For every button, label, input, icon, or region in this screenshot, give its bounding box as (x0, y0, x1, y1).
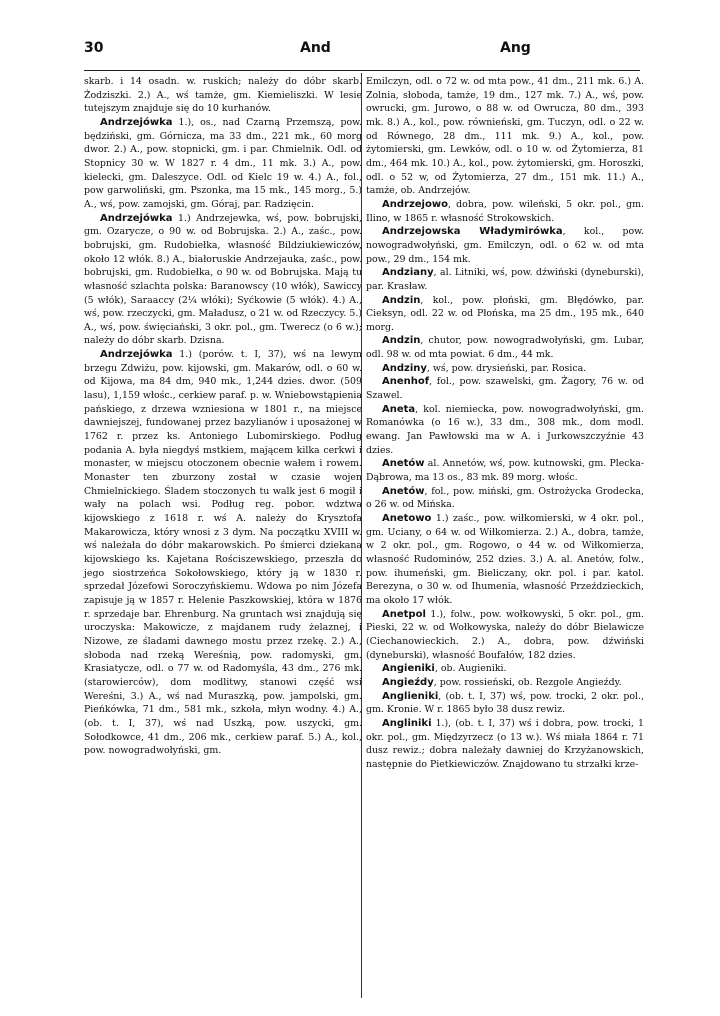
gazetteer-entry (84, 116, 362, 212)
gazetteer-entry (366, 690, 644, 717)
entry-headword: Andzin (382, 335, 421, 347)
gazetteer-entry (366, 266, 644, 293)
right-catchword: Ang (500, 40, 531, 56)
entry-headword: Andziany (382, 267, 434, 279)
entry-headword: Andziny (382, 362, 427, 374)
entry-headword: Anetpol (382, 608, 426, 620)
entry-headword: Anetów (382, 485, 425, 497)
entry-text: , pow. rossieński, ob. Rezgole Angieźdy. (433, 676, 622, 688)
entry-headword: Anglieniki (382, 690, 439, 702)
gazetteer-entry (366, 294, 644, 335)
entry-text: , (ob. t. I, 37) wś, pow. trocki, 2 okr. pol., gm. Kronie. W r. 1865 było 38 dusz rewiz. (366, 690, 644, 716)
entry-text: , kol., pow. nowogradwołyński, gm. Emilczyn, odl. o 62 w. od mta pow., 29 dm., 154 mk. (366, 226, 645, 265)
page-header (84, 40, 640, 60)
entry-headword: Angieniki (382, 663, 435, 675)
entry-text: 1.), (ob. t. I, 37) wś i dobra, pow. trocki, 1 okr. pol., gm. Międzyrzecz (o 13 w.). Wś miała 1864 r. 71 dusz rewiz.; dobra należały dawniej do Krzyżanowskich, następnie do Pietkiewiczów. Znajdowano tu strzałki krze- (366, 717, 644, 770)
entry-headword: Andrzejówka (100, 212, 173, 224)
entry-text: , kol. niemiecka, pow. nowogradwołyński, gm. Romanówka (o 16 w.), 33 dm., 308 mk., dom modl. ewang. Jan Pawłowski ma w A. i Jurkowszczyźnie 43 dzies. (366, 403, 644, 456)
entry-text: , dobra, pow. wileński, 5 okr. pol., gm. Ilino, w 1865 r. własność Strokowskich. (366, 198, 644, 224)
entry-text: , ob. Augieniki. (434, 663, 507, 675)
gazetteer-entry (366, 334, 644, 361)
entry-headword: Andzin (382, 294, 421, 306)
entry-text: , chutor, pow. nowogradwołyński, gm. Lubar, odl. 98 w. od mta powiat. 6 dm., 44 mk. (366, 335, 644, 361)
gazetteer-entry (366, 375, 644, 402)
entry-headword: Andrzejowska Władymirówka (382, 226, 563, 238)
entry-headword: Andrzejowo (382, 198, 448, 210)
entry-continuation (84, 75, 362, 116)
gazetteer-entry (84, 348, 362, 758)
entry-text: skarb. i 14 osadn. w. ruskich; należy do dóbr skarb. Żodziszki. 2.) A., wś tamże, gm. Kiemieliszki. W lesie tutejszym znajduje się do 10 kurhanów. (84, 76, 362, 115)
entry-continuation (366, 75, 644, 198)
gazetteer-entry (366, 457, 644, 484)
entry-text: 1.) Andrzejewka, wś, pow. bobrujski, gm. Ozarycze, o 90 w. od Bobrujska. 2.) A., zaśc., pow. bobrujski, gm. Rudobiełka, własność Bildziukiewiczów, około 12 włók. 8.) A., białoruskie Andrzejauka, zaśc., pow. bobrujski, gm. Rudobiełka, o 90 w. od Bobrujska. Mają tu własność szlachta polska: Baranowscy (10 włók), Sawiccy (5 włók), Saraaccy (2¼ włóki); Syćkowie (5 włók). 4.) A., wś, pow. rzeczycki, gm. Maładusz, o 21 w. od Rzeczycy. 5.) A., wś, pow. święciański, 3 okr. pol., gm. Twerecz (o 6 w.); należy do dóbr skarb. Dzisna. (84, 212, 362, 347)
entry-text: , al. Litniki, wś, pow. dźwiński (dyneburski), par. Krasław. (366, 267, 644, 292)
entry-text: Emilczyn, odl. o 72 w. od mta pow., 41 dm., 211 mk. 6.) A. Zolnia, słoboda, tamże, 19 dm., 127 mk. 7.) A., wś, pow. owrucki, gm. Jurowo, o 88 w. od Owrucza, 80 dm., 393 mk. 8.) A., kol., pow. równieński, gm. Tuczyn, odl. o 22 w. od Równego, 28 dm., 111 mk. 9.) A., kol., pow. żytomierski, gm. Lewków, odl. o 10 w. od Żytomierza, 81 dm., 464 mk. 10.) A., kol., pow. żytomierski, gm. Horoszki, odl. o 52 w, od Żytomierza, 27 dm., 151 mk. 11.) A., tamże, ob. Andrzejów. (366, 76, 644, 197)
gazetteer-entry (366, 225, 644, 266)
left-column (84, 75, 362, 758)
gazetteer-entry (366, 717, 644, 772)
entry-text: 1.), folw., pow. wołkowyski, 5 okr. pol., gm. Pieski, 22 w. od Wołkowyska, należy do dóbr Bielawicze (Ciechanowieckich. 2.) A., dobra, pow. dźwiński (dyneburski), własność Boufałów, 182 dzies. (366, 608, 644, 661)
gazetteer-entry (366, 676, 644, 690)
gazetteer-entry (366, 362, 644, 376)
entry-headword: Andrzejówka (100, 349, 173, 361)
gazetteer-entry (366, 608, 644, 663)
gazetteer-entry (366, 403, 644, 458)
entry-headword: Anetowo (382, 513, 432, 524)
entry-headword: Angieźdy (382, 676, 434, 688)
entry-text: al. Annetów, wś, pow. kutnowski, gm. Plecka-Dąbrowa, ma 13 os., 83 mk. 89 morg. włośc. (366, 458, 644, 484)
entry-text: , kol., pow. płoński, gm. Błędówko, par. Cieksyn, odl. 22 w. od Płońska, ma 25 dm., 195 mk., 640 morg. (366, 294, 644, 333)
page-number: 30 (84, 40, 104, 56)
entry-headword: Anenhof (382, 376, 430, 388)
gazetteer-entry (366, 485, 644, 512)
entry-text: , fol., pow. szawelski, gm. Żagory, 76 w. od Szawel. (366, 376, 644, 402)
entry-text: 1.) (porów. t. I, 37), wś na lewym brzegu Zdwiżu, pow. kijowski, gm. Makarów, odl. o 60 w. od Kijowa, ma 84 dm, 940 mk., 1,244 dzies. dwor. (509 lasu), 1,159 włośc., cerkiew paraf. p. w. Wniebowstąpienia pańskiego, z drzewa wzniesiona w 1801 r., na miejsce dawniejszej, fundowanej przez bazylianów i uposażonej w 1762 r. przez ks. Antoniego Lubomirskiego. Podług podania A. była niegdyś mstkiem, mającem kilka cerkwi i monaster, w miejscu otoczonem obecnie wałem i rowem. Monaster ten zburzony został w czasie wojen Chmielnickiego. Śladem stoczonych tu walk jest 6 mogił i wały na polach wsi. Podług reg. pobor. wdztwa kijowskiego z 1618 r. wś A. należy do Krysztofa Makarowicza, który wnosi z 3 dym. Na początku XVIII w. wś należała do dóbr makarowskich. Po śmierci dziekana kijowskiego ks. Kajetana Rościszewskiego, przeszła do jego siostrzeńca Sokołowskiego, który ją w 1830 r. sprzedał Józefowi Soroczyńskiemu. Wdowa po nim Józefa zapisuje ją w 1857 r. Helenie Paszkowskiej, która w 1876 r. sprzedaje bar. Ehrenburg. Na gruntach wsi znajdują się uroczyska: Makowicze, z majdanem rudy żelaznej, i Nizowe, ze śladami dawnego mostu przez rzekę. 2.) A., słoboda nad rzeką Wereśnią, pow. radomyski, gm. Krasiatycze, odl. o 77 w. od Radomyśla, 43 dm., 276 mk. (starowierców), dom modlitwy, stanowi część wsi Wereśni, 3.) A., wś nad Muraszką, pow. jampolski, gm. Pieńkówka, 71 dm., 581 mk., szkoła, młyn wodny. 4.) A., (ob. t. I, 37), wś nad Uszką, pow. uszycki, gm. Sołodkowce, 41 dm., 206 mk., cerkiew paraf. 5.) A., kol., pow. nowogradwołyński, gm. (84, 349, 362, 757)
entry-text: 1.) zaśc., pow. wiłkomierski, w 4 okr. pol., gm. Uciany, o 64 w. od Wiłkomierza. 2.) A., dobra, tamże, w 2 okr. pol., gm. Rogowo, o 44 w. od Wiłkomierza, własność Rudominów, 252 dzies. 3.) A. al. Anetów, folw., pow. ihumeński, gm. Bieliczany, okr. pol. i par. katol. Berezyna, o 30 w. od Ihumenia, własność Przeździeckich, ma około 17 włók. (366, 513, 644, 606)
gazetteer-entry (366, 198, 644, 225)
entry-headword: Anetów (382, 458, 425, 470)
gazetteer-entry (84, 212, 362, 349)
entry-text: , fol., pow. miński, gm. Ostrożycka Grodecka, o 26 w. od Mińska. (366, 485, 644, 511)
entry-text: , wś, pow. drysieński, par. Rosica. (426, 362, 587, 374)
right-column (366, 75, 644, 771)
entry-text: 1.), os., nad Czarną Przemszą, pow. będziński, gm. Górnicza, ma 33 dm., 221 mk., 60 morg dwor. 2.) A., pow. stopnicki, gm. i par. Chmielnik. Odl. od Stopnicy 30 w. W 1827 r. 4 dm., 11 mk. 3.) A., pow. kielecki, gm. Daleszyce. Odl. od Kielc 19 w. 4.) A., fol., pow garwoliński, gm. Pszonka, ma 15 mk., 145 morg., 5.) A., wś, pow. zamojski, gm. Góraj, par. Radzięcin. (84, 116, 362, 210)
gazetteer-entry (366, 512, 644, 608)
gazetteer-entry (366, 662, 644, 676)
entry-headword: Andrzejówka (100, 116, 173, 128)
header-rule (84, 70, 640, 71)
entry-headword: Angliniki (382, 717, 432, 729)
entry-headword: Aneta (382, 403, 416, 415)
left-catchword: And (300, 40, 331, 56)
column-divider (361, 73, 362, 998)
